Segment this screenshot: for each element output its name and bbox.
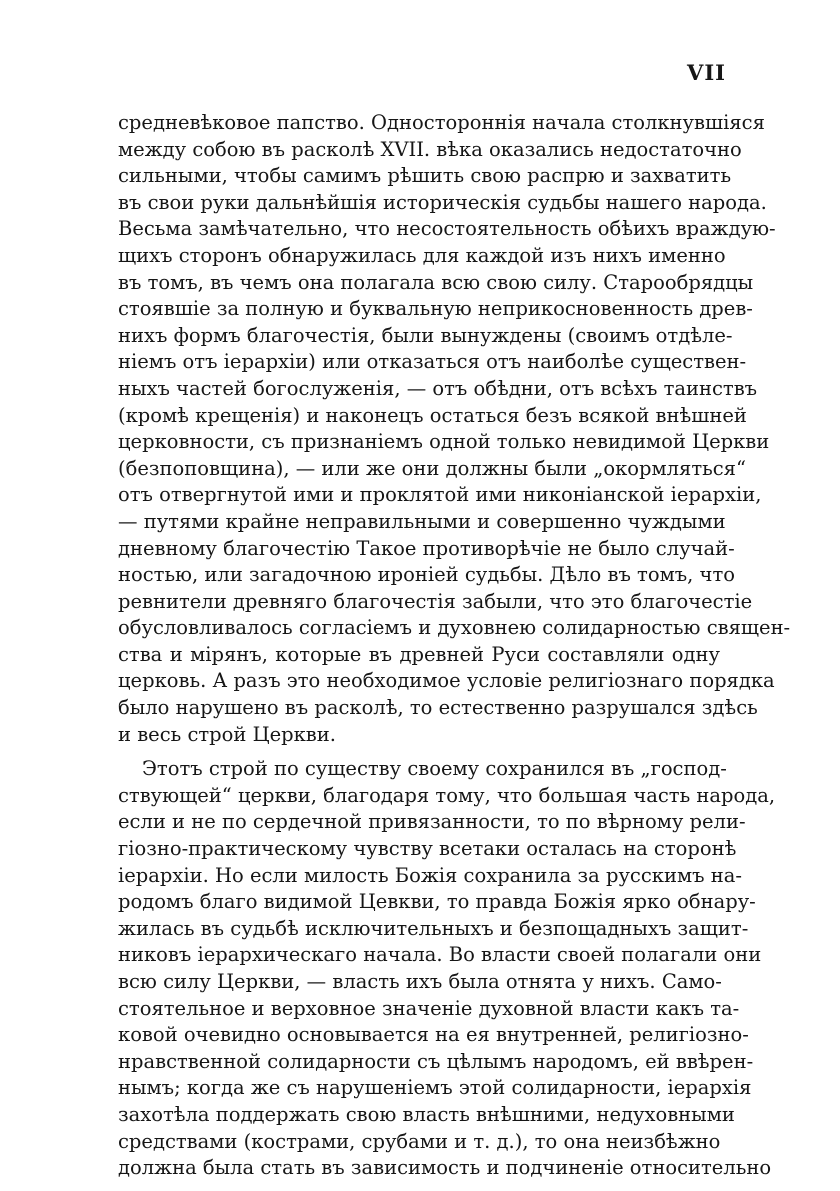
text-line: дневному благочестію Такое противорѣчіе не было случай- (118, 536, 735, 560)
paragraph-gap (118, 748, 720, 756)
text-line: было нарушено въ расколѣ, то естественно разрушался здѣсь (118, 696, 758, 720)
text-line: родомъ благо видимой Цевкви, то правда Божія ярко обнару- (118, 890, 756, 914)
paragraph (118, 110, 791, 748)
text-line: нравственной солидарности съ цѣлымъ народомъ, ей ввѣрен- (118, 1049, 754, 1073)
text-line: ніемъ отъ іерархіи) или отказаться отъ наиболѣе существен- (118, 350, 747, 374)
text-line: отъ отвергнутой ими и проклятой ими никоніанской іерархіи, (118, 483, 762, 507)
text-line: и весь строй Церкви. (118, 722, 336, 746)
text-line: обусловливалось согласіемъ и духовнею солидарностью священ- (118, 616, 791, 640)
text-line: сильными, чтобы самимъ рѣшить свою распрю и захватить (118, 164, 732, 188)
text-line: если и не по сердечной привязанности, то по вѣрному рели- (118, 810, 746, 834)
text-line: должна была стать въ зависимость и подчиненіе относительно (118, 1156, 772, 1180)
text-line: стоявшіе за полную и буквальную неприкосновенность древ- (118, 297, 753, 321)
text-line: ковой очевидно основывается на ея внутренней, религіозно- (118, 1023, 749, 1047)
text-line: нымъ; когда же съ нарушеніемъ этой солидарности, іерархія (118, 1076, 752, 1100)
text-line: средствами (кострами, срубами и т. д.), то она неизбѣжно (118, 1129, 721, 1153)
page-number: VII (687, 60, 726, 85)
text-line: никовъ іерархическаго начала. Во власти своей полагали они (118, 943, 762, 967)
text-line: — путями крайне неправильными и совершенно чуждыми (118, 509, 726, 533)
text-line: всю силу Церкви, — власть ихъ была отнята у нихъ. Само- (118, 970, 722, 993)
body-text (118, 110, 791, 1182)
text-line: церковь. А разъ это необходимое условіе религіознаго порядка (118, 669, 775, 693)
text-line: въ томъ, въ чемъ она полагала всю свою силу. Старообрядцы (118, 270, 754, 294)
text-line: Весьма замѣчательно, что несостоятельность обѣихъ враждую- (118, 217, 776, 241)
text-line: ревнители древняго благочестія забыли, что это благочестіе (118, 589, 753, 613)
text-line: ныхъ частей богослуженія, — отъ обѣдни, отъ всѣхъ таинствъ (118, 376, 758, 400)
text-line: (безпоповщина), — или же они должны были „окормляться“ (118, 456, 746, 480)
paragraph (118, 756, 776, 1182)
text-line: жилась въ судьбѣ исключительныхъ и безпощадныхъ защит- (118, 916, 749, 940)
text-line: ства и мірянъ, которые въ древней Руси составляли одну (118, 642, 720, 666)
text-line: іерархіи. Но если милость Божія сохранила за русскимъ на- (118, 863, 742, 887)
text-line: между собою въ расколѣ XVII. вѣка оказались недостаточно (118, 137, 742, 161)
text-line: стоятельное и верховное значеніе духовной власти какъ та- (118, 996, 740, 1020)
text-line: нихъ формъ благочестія, были вынуждены (своимъ отдѣле- (118, 323, 733, 347)
text-line: гіозно-практическому чувству всетаки осталась на сторонѣ (118, 837, 737, 861)
text-line: средневѣковое папство. Одностороннія начала столкнувшіяся (118, 111, 765, 134)
text-line: ностью, или загадочною ироніей судьбы. Дѣло въ томъ, что (118, 563, 735, 587)
text-line: ствующей“ церкви, благодаря тому, что большая часть народа, (118, 783, 776, 807)
text-line: щихъ сторонъ обнаружилась для каждой изъ нихъ именно (118, 243, 726, 267)
text-line: (кромѣ крещенія) и наконецъ остаться безъ всякой внѣшней (118, 403, 747, 427)
text-line: церковности, съ признаніемъ одной только невидимой Церкви (118, 430, 770, 454)
text-line: Этотъ строй по существу своему сохранился въ „господ- (142, 757, 727, 781)
text-line: въ свои руки дальнѣйшія историческія судьбы нашего народа. (118, 190, 767, 214)
text-line: захотѣла поддержать свою власть внѣшними, недуховными (118, 1102, 735, 1126)
